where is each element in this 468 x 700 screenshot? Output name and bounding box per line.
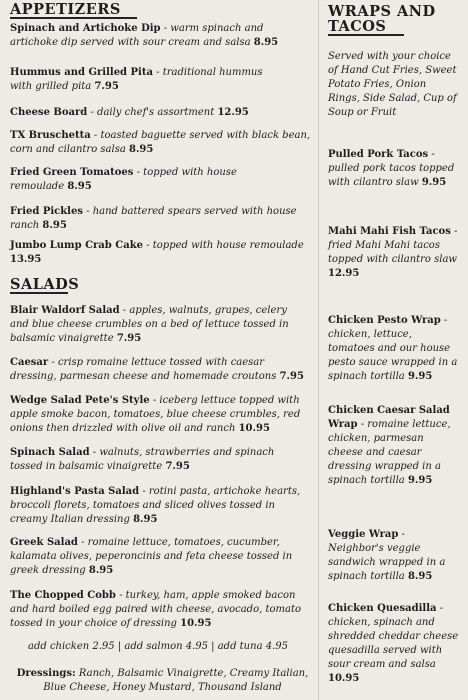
appetizers-heading <box>10 2 137 19</box>
menu-item: Blair Waldorf Salad - apples, walnuts, grapes, celery and blue cheese crumbles on a bed of lettuce tossed in balsamic vinaigrette 7.95 <box>10 305 289 344</box>
item-price: 8.95 <box>407 571 433 582</box>
item-price: 10.95 <box>328 673 360 684</box>
item-price: 13.95 <box>10 254 42 265</box>
item-desc: pulled pork tacos topped with cilantro slaw <box>328 163 455 188</box>
salads-heading <box>10 277 79 294</box>
item-price: 10.95 <box>238 423 270 434</box>
appetizers-heading-text: APPETIZERS <box>10 1 121 18</box>
item-name: Veggie Wrap <box>328 529 399 540</box>
item-desc: walnuts, strawberries and spinach tossed in balsamic vinaigrette <box>10 447 275 472</box>
item-price: 12.95 <box>217 107 249 118</box>
menu-item: Caesar - crisp romaine lettuce tossed with caesar dressing, parmesan cheese and homemade croutons 7.95 <box>10 357 304 382</box>
menu-item: Fried Green Tomatoes - topped with house remoulade 8.95 <box>10 167 237 192</box>
menu-item: Highland's Pasta Salad - rotini pasta, artichoke hearts, broccoli florets, tomatoes and sliced olives tossed in creamy Italian dressing 8.95 <box>10 486 301 525</box>
item-price: 8.95 <box>88 565 114 576</box>
item-name: The Chopped Cobb <box>10 590 116 601</box>
item-name: Chicken Quesadilla <box>328 603 437 614</box>
item-desc: chicken, spinach and shredded cheddar cheese quesadilla served with sour cream and salsa <box>328 617 459 670</box>
salad-addons: add chicken 2.95 | add salmon 4.95 | add tuna 4.95 <box>28 641 288 652</box>
item-name: Pulled Pork Tacos <box>328 149 429 160</box>
item-price: 8.95 <box>128 144 154 155</box>
item-price: 9.95 <box>407 475 433 486</box>
item-desc: daily chef's assortment <box>97 107 215 118</box>
item-price: 7.95 <box>279 371 304 382</box>
item-price: 9.95 <box>421 177 447 188</box>
item-name: Jumbo Lump Crab Cake <box>10 240 143 251</box>
item-name: Fried Pickles <box>10 206 83 217</box>
menu-item: Mahi Mahi Fish Tacos - fried Mahi Mahi tacos topped with cilantro slaw 12.95 <box>328 226 458 279</box>
item-desc: iceberg lettuce topped with apple smoke bacon, tomatoes, blue cheese crumbles, red onions then drizzled with olive oil and ranch <box>10 395 301 434</box>
item-price: 7.95 <box>165 461 190 472</box>
menu-item: Jumbo Lump Crab Cake - topped with house remoulade 13.95 <box>10 240 304 265</box>
item-name: Spinach and Artichoke Dip <box>10 23 161 34</box>
wraps-intro: Served with your choice of Hand Cut Fries, Sweet Potato Fries, Onion Rings, Side Salad, Cup of Soup or Fruit <box>328 51 457 118</box>
item-desc: fried Mahi Mahi tacos topped with cilantro slaw <box>328 240 457 265</box>
item-name: Blair Waldorf Salad <box>10 305 120 316</box>
wraps-heading-text: WRAPS AND TACOS <box>328 3 436 35</box>
menu-item: Spinach Salad - walnuts, strawberries and spinach tossed in balsamic vinaigrette 7.95 <box>10 447 275 472</box>
menu-item: Pulled Pork Tacos - pulled pork tacos topped with cilantro slaw 9.95 <box>328 149 455 188</box>
dressings-label: Dressings: <box>16 668 76 679</box>
item-price: 10.95 <box>180 618 212 629</box>
item-price: 8.95 <box>253 37 279 48</box>
item-desc: Neighbor's veggie sandwich wrapped in a spinach tortilla <box>328 543 446 582</box>
item-name: Caesar <box>10 357 49 368</box>
menu-item: Chicken Quesadilla - chicken, spinach and shredded cheddar cheese quesadilla served with sour cream and salsa 10.95 <box>328 603 459 684</box>
item-desc: hand battered spears served with house ranch <box>10 206 297 231</box>
item-name: Fried Green Tomatoes <box>10 167 134 178</box>
item-name: Greek Salad <box>10 537 78 548</box>
menu-item: Chicken Caesar Salad Wrap - romaine lettuce, chicken, parmesan cheese and caesar dressing wrapped in a spinach tortilla 9.95 <box>328 405 451 486</box>
item-desc: turkey, ham, apple smoked bacon and hard boiled egg paired with cheese, avocado, tomato tossed in your choice of dressing <box>10 590 301 629</box>
item-name: Mahi Mahi Fish Tacos <box>328 226 451 237</box>
item-desc: romaine lettuce, tomatoes, cucumber, kalamata olives, peperoncinis and feta cheese tossed in greek dressing <box>10 537 293 576</box>
column-divider <box>318 0 319 700</box>
menu-item: TX Bruschetta - toasted baguette served with black bean, corn and cilantro salsa 8.95 <box>10 130 311 155</box>
menu-item: Veggie Wrap - Neighbor's veggie sandwich wrapped in a spinach tortilla 8.95 <box>328 529 446 582</box>
item-price: 7.95 <box>116 333 142 344</box>
item-price: 8.95 <box>42 220 67 231</box>
item-desc: chicken, lettuce, tomatoes and our house pesto sauce wrapped in a spinach tortilla <box>328 329 458 382</box>
item-desc: apples, walnuts, grapes, celery and blue cheese crumbles on a bed of lettuce tossed in balsamic vinaigrette <box>10 305 289 344</box>
item-desc: toasted baguette served with black bean, corn and cilantro salsa <box>10 130 311 155</box>
item-desc: warm spinach and artichoke dip served with sour cream and salsa <box>10 23 264 48</box>
menu-item: Spinach and Artichoke Dip - warm spinach and artichoke dip served with sour cream and salsa 8.95 <box>10 23 279 48</box>
item-desc: romaine lettuce, chicken, parmesan cheese and caesar dressing wrapped in a spinach tortilla <box>328 419 451 486</box>
menu-item: Greek Salad - romaine lettuce, tomatoes, cucumber, kalamata olives, peperoncinis and feta cheese tossed in greek dressing 8.95 <box>10 537 293 576</box>
menu-item: Cheese Board - daily chef's assortment 12.95 <box>10 107 249 118</box>
menu-item: Hummus and Grilled Pita - traditional hummus with grilled pita 7.95 <box>10 67 263 92</box>
item-name: Hummus and Grilled Pita <box>10 67 153 78</box>
item-price: 12.95 <box>328 268 360 279</box>
menu-item: The Chopped Cobb - turkey, ham, apple smoked bacon and hard boiled egg paired with cheese, avocado, tomato tossed in your choice of dressing 10.95 <box>10 590 301 629</box>
item-name: Chicken Caesar Salad Wrap <box>328 405 450 430</box>
dressings-list: Ranch, Balsamic Vinaigrette, Creamy Italian, Blue Cheese, Honey Mustard, Thousand Island <box>43 668 309 693</box>
dressings-line <box>10 667 315 695</box>
item-price: 7.95 <box>94 81 119 92</box>
item-name: Spinach Salad <box>10 447 90 458</box>
wraps-heading <box>328 4 460 36</box>
menu-item: Chicken Pesto Wrap - chicken, lettuce, tomatoes and our house pesto sauce wrapped in a spinach tortilla 9.95 <box>328 315 458 382</box>
item-name: Wedge Salad Pete's Style <box>10 395 150 406</box>
item-desc: topped with house remoulade <box>10 167 237 192</box>
item-name: Cheese Board <box>10 107 88 118</box>
item-price: 8.95 <box>133 514 158 525</box>
item-price: 9.95 <box>407 371 433 382</box>
item-name: TX Bruschetta <box>10 130 91 141</box>
salads-heading-text: SALADS <box>10 276 80 293</box>
menu-item: Fried Pickles - hand battered spears served with house ranch 8.95 <box>10 206 297 231</box>
item-desc: crisp romaine lettuce tossed with caesar dressing, parmesan cheese and homemade croutons <box>10 357 277 382</box>
item-desc: traditional hummus with grilled pita <box>10 67 263 92</box>
menu-item: Wedge Salad Pete's Style - iceberg lettuce topped with apple smoke bacon, tomatoes, blue cheese crumbles, red onions then drizzled with olive oil and ranch 10.95 <box>10 395 301 434</box>
item-name: Highland's Pasta Salad <box>10 486 140 497</box>
item-name: Chicken Pesto Wrap <box>328 315 441 326</box>
item-desc: rotini pasta, artichoke hearts, broccoli florets, tomatoes and sliced olives tossed in creamy Italian dressing <box>10 486 301 525</box>
item-price: 8.95 <box>67 181 92 192</box>
item-desc: topped with house remoulade <box>152 240 304 251</box>
